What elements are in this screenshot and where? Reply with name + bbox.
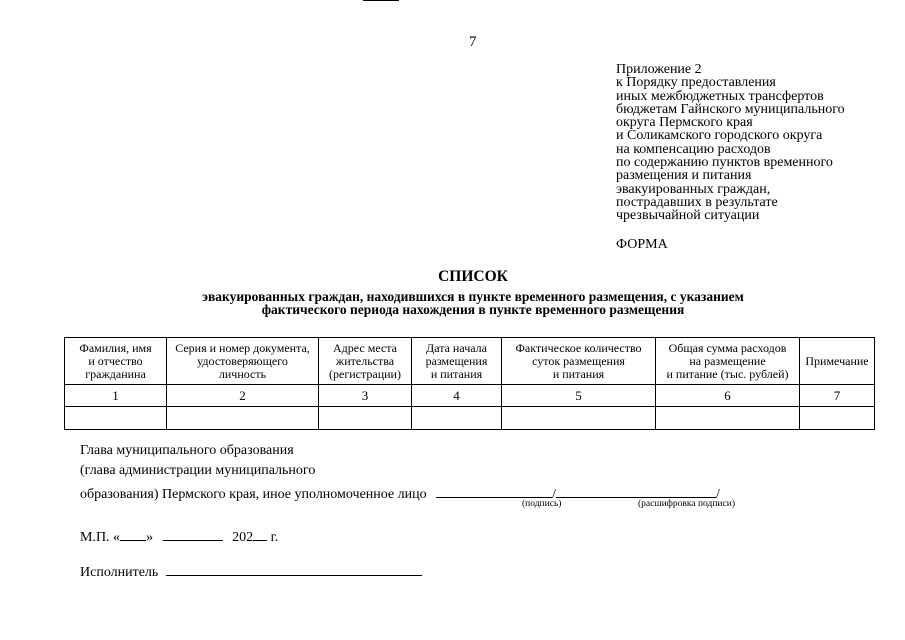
column-header-3	[319, 338, 412, 385]
column-header-line: личность	[218, 366, 267, 381]
subtitle-line-2: фактического периода нахождения в пункте временного размещения	[261, 301, 685, 317]
column-header-line: суток размещения	[532, 353, 625, 368]
column-header-line: и питание (тыс. рублей)	[666, 366, 789, 381]
column-header-line: Серия и номер документа,	[175, 340, 310, 355]
column-number: 7	[800, 385, 875, 407]
column-header-line: Дата начала	[426, 340, 487, 355]
signature-line-3	[80, 483, 720, 503]
appendix-line: пострадавших в результате	[616, 194, 778, 210]
column-number: 3	[319, 385, 412, 407]
signature-decode-field[interactable]	[556, 483, 716, 498]
column-number: 5	[502, 385, 656, 407]
appendix-line: Приложение 2	[616, 62, 702, 77]
evacuees-table	[64, 337, 875, 430]
column-number: 2	[167, 385, 319, 407]
column-header-5	[502, 338, 656, 385]
table-header-row	[65, 338, 875, 385]
appendix-line: к Порядку предоставления	[616, 75, 776, 91]
executor-label: Исполнитель	[80, 565, 159, 580]
appendix-line: округа Пермского края	[616, 115, 753, 131]
appendix-line: по содержанию пунктов временного	[616, 155, 833, 171]
page-number: 7	[469, 34, 477, 50]
column-header-line: размещения	[425, 353, 488, 368]
table-cell[interactable]	[800, 407, 875, 430]
appendix-line: на компенсацию расходов	[616, 141, 771, 157]
signature-line-2: (глава администрации муниципального	[80, 463, 316, 478]
subtitle-line-1: эвакуированных граждан, находившихся в пункте временного размещения, с указанием	[202, 289, 744, 304]
executor-line	[80, 561, 422, 581]
column-header-line: и питания	[552, 366, 605, 381]
year-prefix: 202	[232, 530, 254, 545]
table-number-row	[65, 385, 875, 407]
table-cell[interactable]	[167, 407, 319, 430]
day-field[interactable]	[120, 526, 146, 541]
column-header-line: Адрес места	[333, 340, 397, 355]
column-header-6	[656, 338, 800, 385]
appendix-line: иных межбюджетных трансфертов	[616, 88, 824, 104]
year-suffix: г.	[270, 530, 279, 545]
column-header-2	[167, 338, 319, 385]
year-field[interactable]	[253, 526, 267, 541]
column-header-line: удостоверяющего	[197, 353, 288, 368]
appendix-line: размещения и питания	[616, 168, 752, 184]
column-header-line: Общая сумма расходов	[668, 340, 787, 355]
executor-field[interactable]	[166, 561, 422, 576]
appendix-line: бюджетам Гайнского муниципального	[616, 101, 845, 117]
table-cell[interactable]	[65, 407, 167, 430]
document-subtitle	[0, 291, 905, 316]
column-header-line: гражданина	[85, 366, 146, 381]
column-header-line: и отчество	[88, 353, 143, 368]
column-header-line: Фактическое количество	[515, 340, 642, 355]
column-header-4	[412, 338, 502, 385]
table-empty-row	[65, 407, 875, 430]
column-header-line: Фамилия, имя	[79, 340, 152, 355]
column-header-line: и питания	[430, 366, 483, 381]
table-cell[interactable]	[502, 407, 656, 430]
column-header-7	[800, 338, 875, 385]
appendix-block	[616, 63, 845, 223]
column-number: 6	[656, 385, 800, 407]
caption-sign: (подпись)	[522, 499, 562, 509]
table-cell[interactable]	[656, 407, 800, 430]
separator-2: /	[716, 487, 720, 502]
forma-label: ФОРМА	[616, 237, 668, 252]
column-header-1	[65, 338, 167, 385]
column-header-line: Примечание	[805, 353, 869, 368]
column-header-line: (регистрации)	[329, 366, 401, 381]
appendix-line: и Соликамского городского округа	[616, 128, 823, 144]
stamp-close-quote: »	[146, 530, 154, 545]
column-header-line: на размещение	[689, 353, 766, 368]
caption-decode: (расшифровка подписи)	[638, 499, 735, 509]
appendix-line: чрезвычайной ситуации	[616, 208, 760, 224]
column-header-line: жительства	[335, 353, 395, 368]
column-number: 1	[65, 385, 167, 407]
table-cell[interactable]	[319, 407, 412, 430]
signature-line-1: Глава муниципального образования	[80, 443, 294, 458]
document-title: СПИСОК	[438, 268, 508, 285]
month-field[interactable]	[163, 526, 223, 541]
top-rule	[363, 0, 399, 1]
separator-1: /	[552, 487, 557, 502]
signature-role: образования) Пермского края, иное уполномоченное лицо	[80, 487, 427, 502]
column-number: 4	[412, 385, 502, 407]
appendix-line: эвакуированных граждан,	[616, 181, 771, 197]
table-cell[interactable]	[412, 407, 502, 430]
stamp-prefix: М.П. «	[80, 530, 121, 545]
stamp-line	[80, 526, 278, 546]
signature-field[interactable]	[436, 483, 552, 498]
